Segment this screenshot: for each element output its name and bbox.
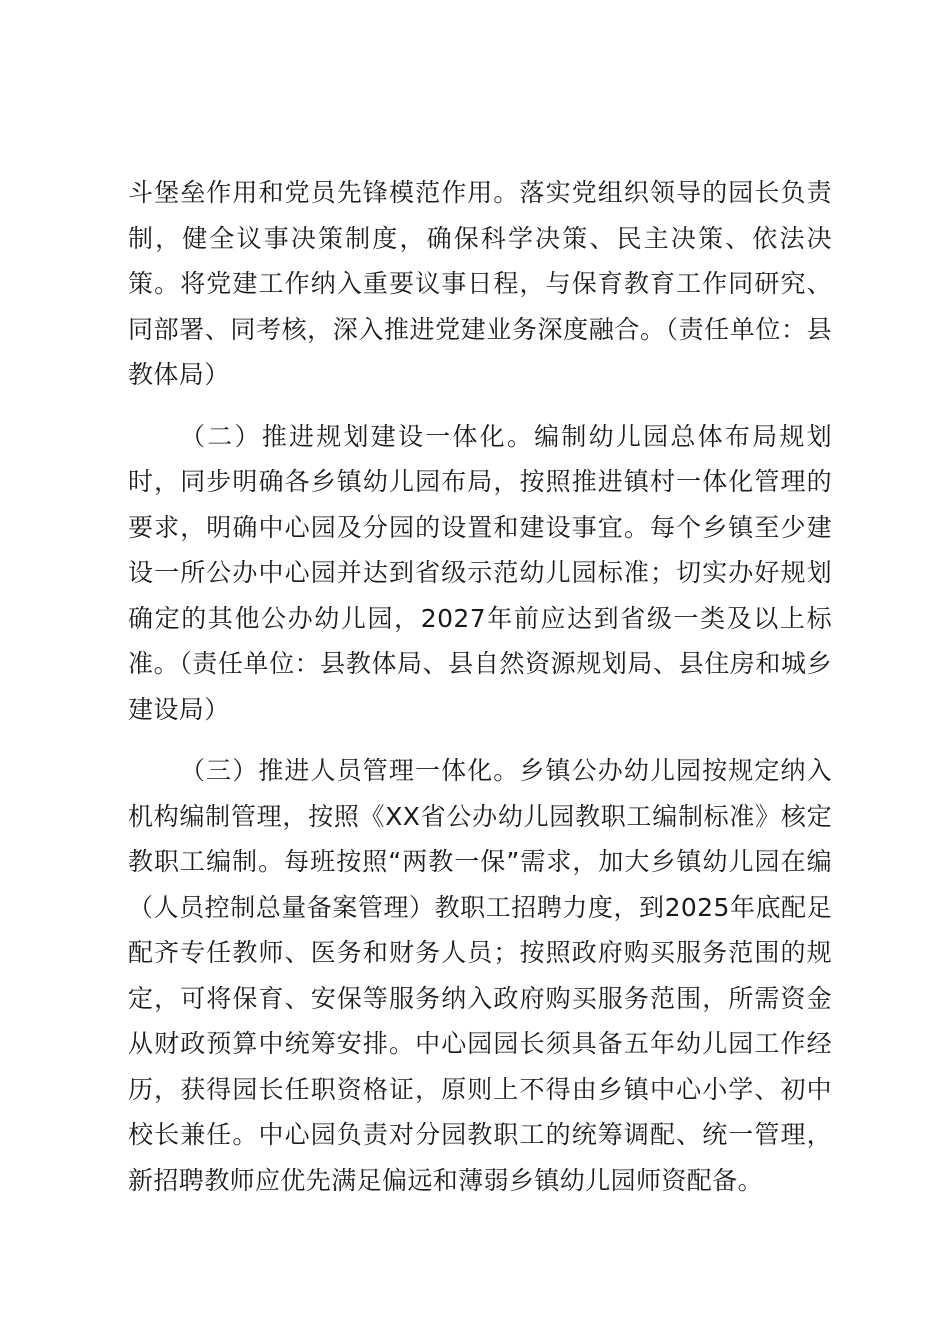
document-page [128, 170, 832, 1203]
paragraph-planning-construction: （二）推进规划建设一体化。编制幼儿园总体布局规划时，同步明确各乡镇幼儿园布局，按照推进镇村一体化管理的要求，明确中心园及分园的设置和建设事宜。每个乡镇至少建设一所公办中心园并达到省级示范幼儿园标准；切实办好规划确定的其他公办幼儿园，2027年前应达到省级一类及以上标准。（责任单位：县教体局、县自然资源规划局、县住房和城乡建设局） [128, 421, 832, 724]
paragraph-party-building: 斗堡垒作用和党员先锋模范作用。落实党组织领导的园长负责制，健全议事决策制度，确保科学决策、民主决策、依法决策。将党建工作纳入重要议事日程，与保育教育工作同研究、同部署、同考核，深入推进党建业务深度融合。（责任单位：县教体局） [128, 178, 832, 389]
paragraph-personnel-management: （三）推进人员管理一体化。乡镇公办幼儿园按规定纳入机构编制管理，按照《XX省公办幼儿园教职工编制标准》核定教职工编制。每班按照“两教一保”需求，加大乡镇幼儿园在编（人员控制总量备案管理）教职工招聘力度，到2025年底配足配齐专任教师、医务和财务人员；按照政府购买服务范围的规定，可将保育、安保等服务纳入政府购买服务范围，所需资金从财政预算中统筹安排。中心园园长须具备五年幼儿园工作经历，获得园长任职资格证，原则上不得由乡镇中心小学、初中校长兼任。中心园负责对分园教职工的统筹调配、统一管理，新招聘教师应优先满足偏远和薄弱乡镇幼儿园师资配备。 [128, 756, 832, 1195]
